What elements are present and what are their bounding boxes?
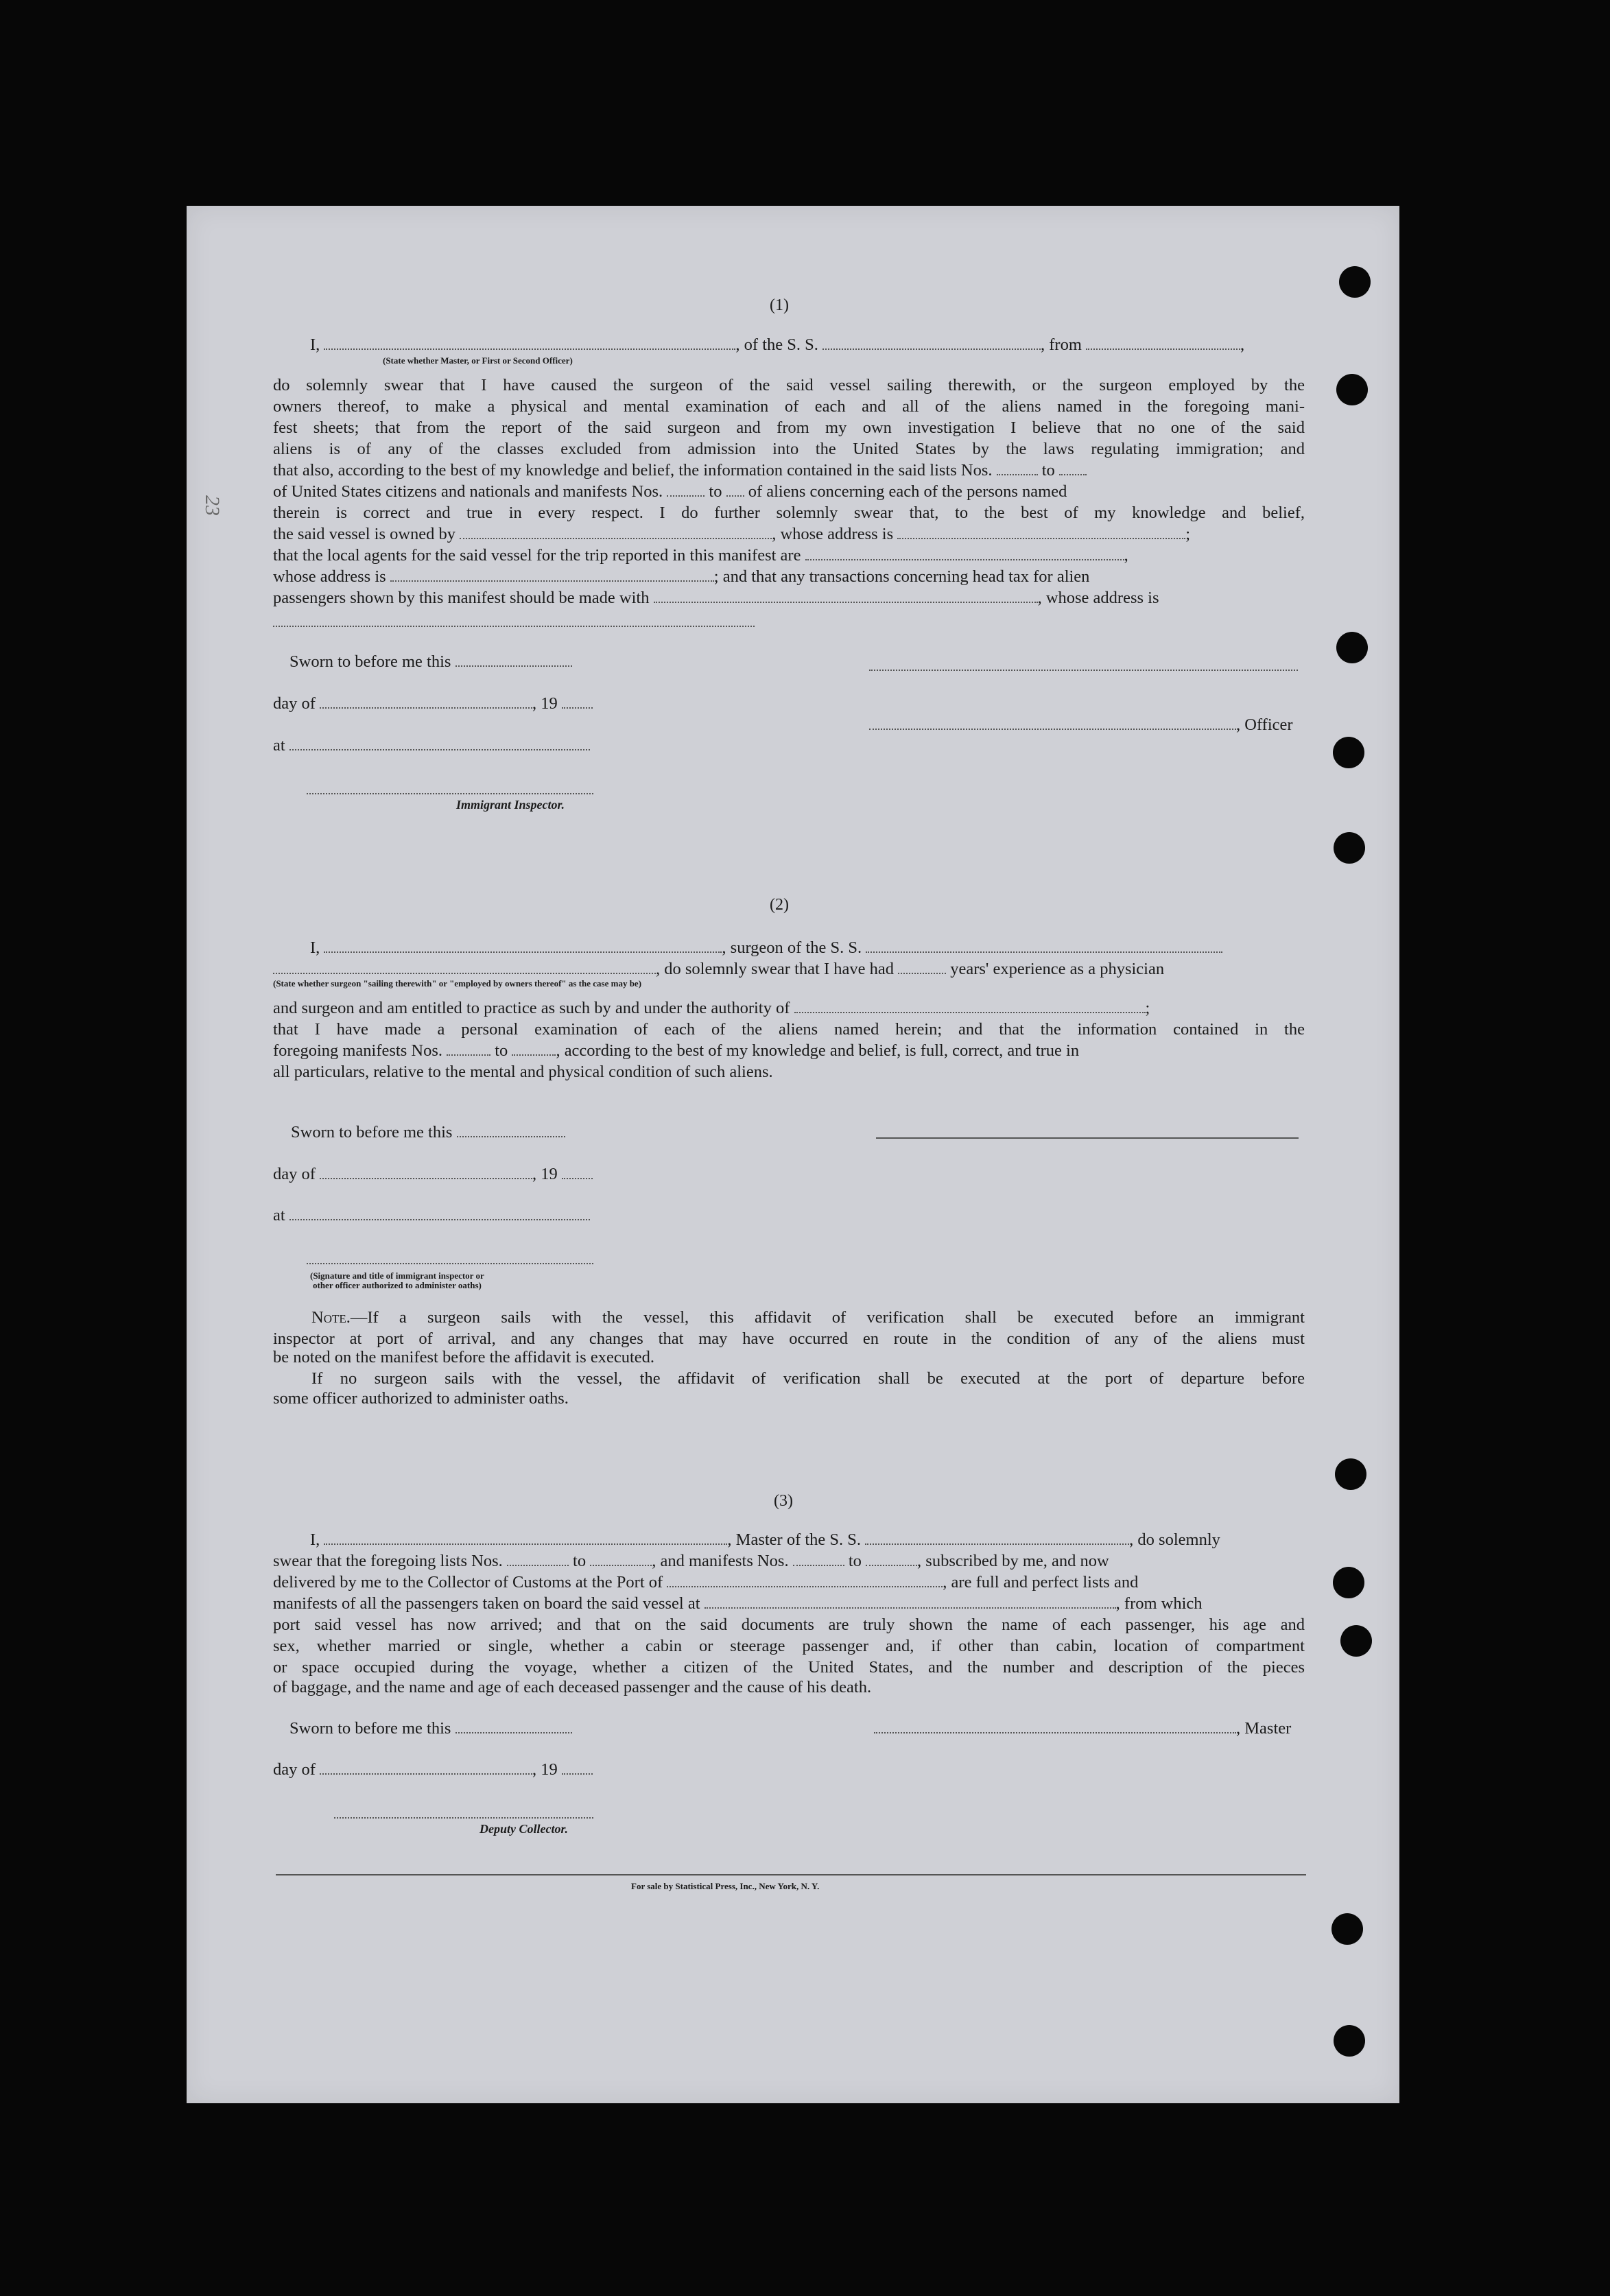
section-3-line-delivered: delivered by me to the Collector of Customs at the Port of , are full and perfect lists and [273, 1573, 1139, 1591]
surgeon-manifests-to-field[interactable] [512, 1042, 556, 1056]
punch-hole [1336, 374, 1368, 405]
manifests-to-field[interactable] [726, 483, 744, 497]
officer-name-field[interactable] [324, 336, 735, 350]
at-1: at [273, 735, 590, 756]
punch-hole [1340, 1625, 1372, 1657]
at-2: at [273, 1205, 590, 1226]
footer-rule [276, 1874, 1306, 1875]
immigrant-inspector-label: Immigrant Inspector. [456, 798, 565, 812]
boarding-port-field[interactable] [705, 1595, 1116, 1609]
note-line-3: be noted on the manifest before the affidavit is executed. [273, 1348, 655, 1366]
section-3-para-2: sex, whether married or single, whether a cabin or steerage passenger and, if other than cabin, location of compartment [273, 1637, 1305, 1655]
surgeon-manifests-from-field[interactable] [447, 1042, 490, 1056]
note-line-4: If no surgeon sails with the vessel, the affidavit of verification shall be executed at the port of departure before [311, 1369, 1305, 1388]
sworn-2-day-field[interactable] [457, 1124, 565, 1137]
section-1-para-4: aliens is of any of the classes excluded from admission into the United States by the laws regulating immigration; and [273, 440, 1305, 458]
section-3-number: (3) [774, 1492, 793, 1510]
section-2-number: (2) [770, 896, 789, 914]
day-of-3-field[interactable] [320, 1761, 532, 1775]
section-3-line-manifests: manifests of all the passengers taken on board the said vessel at , from which [273, 1594, 1203, 1613]
surgeon-status-field[interactable] [273, 960, 656, 974]
master-lists-to-field[interactable] [590, 1552, 652, 1566]
section-1-para-8: the said vessel is owned by , whose address is ; [273, 525, 1191, 543]
section-1-para-5: that also, according to the best of my knowledge and belief, the information contained in the said lists Nos. to [273, 460, 1087, 481]
punch-hole [1335, 1458, 1366, 1490]
at-1-field[interactable] [289, 737, 590, 750]
section-2-para-d: all particulars, relative to the mental and physical condition of such aliens. [273, 1063, 773, 1081]
note-label: Note. [311, 1308, 351, 1327]
section-1-number: (1) [770, 296, 789, 314]
section-1-para-11: passengers shown by this manifest should be made with , whose address is [273, 589, 1159, 607]
punch-hole [1334, 2025, 1365, 2057]
section-2-line-i: I, , surgeon of the S. S. [310, 938, 1222, 958]
surgeon-name-field[interactable] [324, 939, 722, 953]
manifests-from-field[interactable] [667, 483, 705, 497]
section-1-para-7: therein is correct and true in every respect. I do further solemnly swear that, to the best of my knowledge and belief, [273, 504, 1305, 522]
master-name-field[interactable] [324, 1531, 727, 1545]
section-2-para-b: that I have made a personal examination of each of the aliens named herein; and that the information contained in the [273, 1020, 1305, 1039]
form-sheet [187, 206, 1399, 2103]
year-2-field[interactable] [562, 1165, 593, 1179]
note-line-2: inspector at port of arrival, and any changes that may have occurred en route in the condition of any of the aliens must [273, 1329, 1305, 1348]
sworn-1-day-field[interactable] [455, 653, 572, 667]
inspector-signature-line[interactable] [307, 793, 593, 794]
day-of-1-field[interactable] [320, 695, 532, 709]
note-line-1: Note.—If a surgeon sails with the vessel, this affidavit of verification shall be executed before an immigrant [273, 1307, 1305, 1329]
section-1-para-10: whose address is ; and that any transactions concerning head tax for alien [273, 567, 1090, 586]
master-manifests-to-field[interactable] [866, 1552, 917, 1566]
collector-signature-line[interactable] [334, 1817, 593, 1819]
day-of-2: day of , 19 [273, 1164, 593, 1185]
authority-field[interactable] [794, 999, 1146, 1013]
sworn-3: Sworn to before me this [289, 1718, 572, 1739]
section-2-para-c: foregoing manifests Nos. to , according to the best of my knowledge and belief, is full, correct, and true in [273, 1041, 1080, 1060]
section-3-para-1: port said vessel has now arrived; and that on the said documents are truly shown the name of each passenger, his age and [273, 1616, 1305, 1634]
master-signature: , Master [874, 1718, 1291, 1739]
day-of-1: day of , 19 [273, 694, 593, 714]
section-2-para-a: and surgeon and am entitled to practice as such by and under the authority of ; [273, 999, 1150, 1017]
at-2-field[interactable] [289, 1207, 590, 1220]
section-2-line-swear: , do solemnly swear that I have had years' experience as a physician [273, 959, 1164, 980]
surgeon-hint: (State whether surgeon "sailing therewith" or "employed by owners thereof" as the case may be) [273, 978, 642, 989]
surgeon-signature-line[interactable] [876, 1137, 1299, 1139]
margin-mark: 23 [201, 495, 224, 516]
sworn-2: Sworn to before me this [291, 1122, 565, 1143]
master-vessel-field[interactable] [865, 1531, 1129, 1545]
year-3-field[interactable] [562, 1761, 593, 1775]
signature-hint-1: (Signature and title of immigrant inspector or [310, 1270, 484, 1281]
surgeon-vessel-field[interactable] [866, 939, 1222, 953]
lists-from-field[interactable] [997, 462, 1038, 475]
punch-hole [1336, 632, 1368, 663]
section-3-line-i: I, , Master of the S. S. , do solemnly [310, 1530, 1220, 1549]
head-tax-party-field[interactable] [654, 589, 1038, 603]
day-of-3: day of , 19 [273, 1760, 593, 1780]
master-lists-from-field[interactable] [507, 1552, 569, 1566]
master-signature-field[interactable] [874, 1720, 1236, 1733]
master-manifests-from-field[interactable] [793, 1552, 844, 1566]
day-of-2-field[interactable] [320, 1165, 532, 1179]
officer-signature-field[interactable] [869, 716, 1236, 730]
sworn-3-day-field[interactable] [455, 1720, 572, 1733]
oath-officer-signature-line[interactable] [307, 1263, 593, 1264]
punch-hole [1339, 266, 1371, 298]
signature-hint-2: other officer authorized to administer oaths) [313, 1280, 482, 1290]
note-line-5: some officer authorized to administer oaths. [273, 1389, 569, 1408]
section-1-para-9: that the local agents for the said vessel for the trip reported in this manifest are , [273, 546, 1128, 565]
section-1-para-2: owners thereof, to make a physical and mental examination of each and all of the aliens named in the foregoing mani- [273, 397, 1305, 416]
section-3-para-4: of baggage, and the name and age of each deceased passenger and the cause of his death. [273, 1678, 872, 1696]
vessel-name-field[interactable] [822, 336, 1041, 350]
port-field[interactable] [667, 1574, 943, 1587]
lists-to-field[interactable] [1059, 462, 1087, 475]
years-experience-field[interactable] [898, 960, 946, 974]
sworn-1: Sworn to before me this [289, 652, 572, 672]
section-1-line-i: I, , of the S. S. , from , [310, 335, 1245, 354]
punch-hole [1331, 1913, 1363, 1945]
officer-signature: , Officer [869, 715, 1293, 735]
address-continuation-line[interactable] [273, 626, 755, 627]
owner-field[interactable] [460, 525, 772, 539]
officer-hint: (State whether Master, or First or Second Officer) [383, 355, 573, 366]
agents-address-field[interactable] [390, 568, 714, 582]
owner-address-field[interactable] [897, 525, 1185, 539]
punch-hole [1334, 832, 1365, 864]
deputy-collector-label: Deputy Collector. [480, 1822, 568, 1836]
local-agents-field[interactable] [805, 547, 1124, 560]
officer-signature-line-1[interactable] [869, 670, 1298, 671]
section-3-para-3: or space occupied during the voyage, whether a citizen of the United States, and the number and description of the pieces [273, 1658, 1305, 1677]
punch-hole [1333, 1567, 1364, 1598]
footer-imprint: For sale by Statistical Press, Inc., New York, N. Y. [631, 1881, 820, 1891]
year-1-field[interactable] [562, 695, 593, 709]
section-1-para-6: of United States citizens and nationals and manifests Nos. to of aliens concerning each of the persons named [273, 482, 1067, 501]
section-3-line-lists: swear that the foregoing lists Nos. to , and manifests Nos. to , subscribed by me, and now [273, 1552, 1109, 1570]
section-1-para-1: do solemnly swear that I have caused the surgeon of the said vessel sailing therewith, or the surgeon employed by the [273, 376, 1305, 394]
from-port-field[interactable] [1086, 336, 1240, 350]
section-1-para-3: fest sheets; that from the report of the said surgeon and from my own investigation I believe that no one of the said [273, 418, 1305, 437]
punch-hole [1333, 737, 1364, 768]
